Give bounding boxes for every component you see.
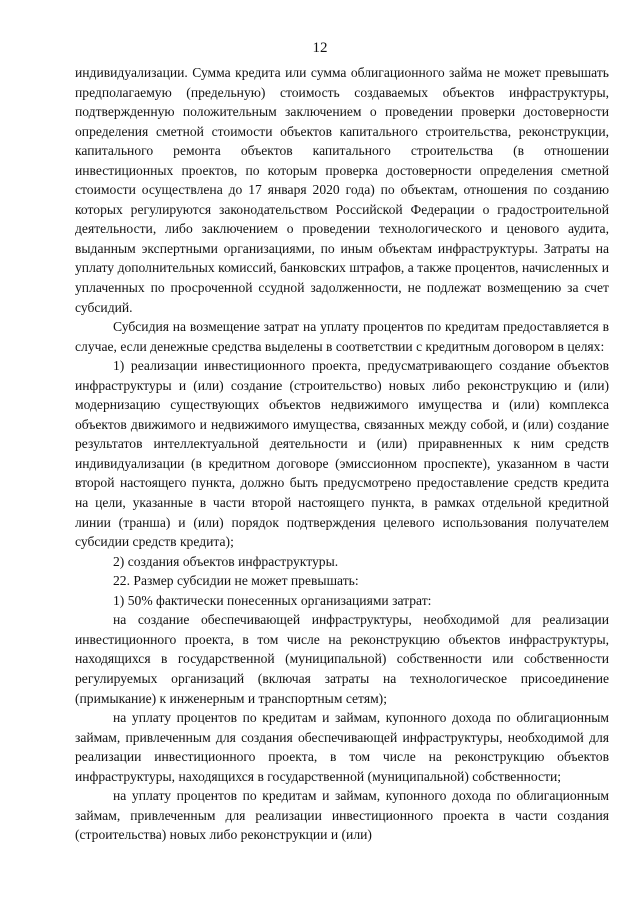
paragraph-interest-infrastructure: на уплату процентов по кредитам и займам, купонного дохода по облигационным займам, привлеченным для создания обеспечивающей инфраструктуры, необходимой для реализации инвестиционного проекта, в том числе на реконструкцию объектов инфраструктуры, находящихся в государственной (муниципальной) собственности;	[75, 710, 609, 784]
list-item-2: 2) создания объектов инфраструктуры.	[113, 553, 339, 569]
page-number: 12	[312, 40, 328, 56]
paragraph-continuation: индивидуализации. Сумма кредита или сумма облигационного займа не может превышать предполагаемую (предельную) стоимость создаваемых объектов инфраструктуры, подтвержденную положительным заключением о проведении проверки достоверности определения сметной стоимости объектов капитального строительства, реконструкции, капитального ремонта объектов капитального строительства (в отношении инвестиционных проектов, по которым проверка достоверности определения сметной стоимости осуществлена до 17 января 2020 года) по объектам, отношения по созданию которых регулируются законодательством Российской Федерации о градостроительной деятельности, либо заключением о проведении технологического и ценового аудита, выданным экспертными организациями, по иным объектам инфраструктуры. Затраты на уплату дополнительных комиссий, банковских штрафов, а также процентов, начисленных и уплаченных по просроченной ссудной задолженности, не подлежат возмещению за счет субсидий.	[75, 65, 609, 315]
paragraph-interest-project: на уплату процентов по кредитам и займам, купонного дохода по облигационным займам, привлеченным для реализации инвестиционного проекта в части создания (строительства) новых либо реконструкции и (или)	[75, 788, 609, 843]
clause-22-item-1: 1) 50% фактически понесенных организациями затрат:	[113, 592, 432, 608]
clause-22-heading: 22. Размер субсидии не может превышать:	[113, 573, 359, 589]
document-body	[75, 63, 609, 845]
paragraph-infrastructure-costs: на создание обеспечивающей инфраструктуры, необходимой для реализации инвестиционного проекта, в том числе на реконструкцию объектов инфраструктуры, находящихся в государственной (муниципальной) собственности или собственности регулируемых организаций (включая затраты на технологическое присоединение (примыкание) к инженерным и транспортным сетям);	[75, 612, 609, 706]
paragraph-subsidy-conditions: Субсидия на возмещение затрат на уплату процентов по кредитам предоставляется в случае, если денежные средства выделены в соответствии с кредитным договором в целях:	[75, 319, 609, 354]
list-item-1: 1) реализации инвестиционного проекта, предусматривающего создание объектов инфраструктуры и (или) создание (строительство) новых либо реконструкцию и (или) модернизацию существующих объектов недвижимого имущества и (или) комплекса объектов движимого и недвижимого имущества, связанных между собой, и (или) создание результатов интеллектуальной деятельности и (или) приравненных к ним средств индивидуализации (в кредитном договоре (эмиссионном проспекте), указанном в части второй настоящего пункта, должно быть предусмотрено предоставление средств кредита на цели, указанные в части второй настоящего пункта, в рамках отдельной кредитной линии (транша) и (или) порядок подтверждения целевого использования получателем субсидии средств кредита);	[75, 358, 609, 550]
